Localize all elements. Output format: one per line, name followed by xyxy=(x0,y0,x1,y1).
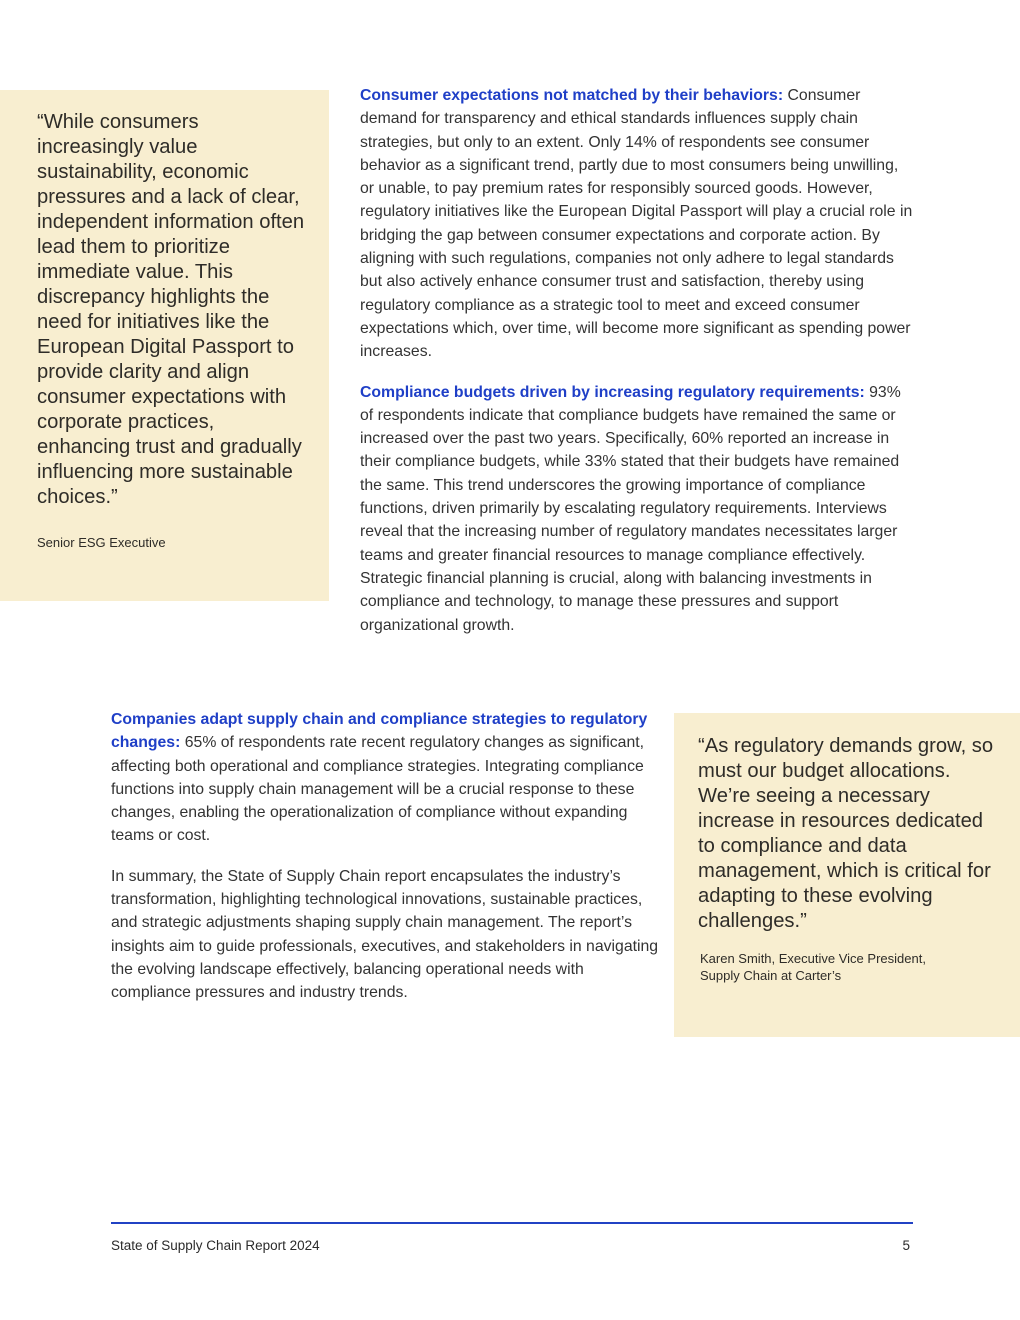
pull-quote-right xyxy=(674,713,1020,1037)
body-column-right xyxy=(360,84,915,654)
pull-quote-right-attribution-line2: Supply Chain at Carter’s xyxy=(700,968,842,983)
paragraph-companies-adapt xyxy=(111,708,659,848)
pull-quote-right-attribution xyxy=(698,950,1002,984)
heading-compliance-budgets: Compliance budgets driven by increasing regulatory requirements: xyxy=(360,383,865,401)
body-compliance-budgets: 93% of respondents indicate that compliance budgets have remained the same or increased over the past two years. Specifically, 60% reported an increase in their compliance budgets, while 33% stated that their budgets have remained the same. This trend underscores the growing importance of compliance functions, driven primarily by escalating regulatory requirements. Interviews reveal that the increasing number of regulatory mandates necessitates larger teams and greater financial resources to manage compliance effectively. Strategic financial planning is crucial, along with balancing investments in compliance and technology, to manage these pressures and support organizational growth. xyxy=(360,383,901,634)
pull-quote-left-text: “While consumers increasingly value sustainability, economic pressures and a lack of clear, independent information often lead them to prioritize immediate value. This discrepancy highlights the need for initiatives like the European Digital Passport to provide clarity and align consumer expectations with corporate practices, enhancing trust and gradually influencing more sustainable choices.” xyxy=(37,111,305,508)
footer-report-title: State of Supply Chain Report 2024 xyxy=(111,1238,320,1253)
body-companies-adapt: 65% of respondents rate recent regulatory changes as significant, affecting both operational and compliance strategies. Integrating compliance functions into supply chain management will be a crucial response to these changes, enabling the operationalization of compliance without expanding teams or cost. xyxy=(111,734,645,845)
pull-quote-right-attribution-line1: Karen Smith, Executive Vice President, xyxy=(700,951,926,966)
body-consumer-expectations: Consumer demand for transparency and ethical standards influences supply chain strategies, but only to an extent. Only 14% of respondents see consumer behavior as a significant trend, partly due to most consumers being unwilling, or unable, to pay premium rates for responsibly sourced goods. However, regulatory initiatives like the European Digital Passport will play a crucial role in bridging the gap between consumer expectations and corporate action. By aligning with such regulations, companies not only adhere to legal standards but also actively enhance consumer trust and satisfaction, thereby using regulatory compliance as a strategic tool to meet and exceed consumer expectations which, over time, will become more significant as spending power increases. xyxy=(360,87,913,361)
pull-quote-right-text: “As regulatory demands grow, so must our budget allocations. We’re seeing a necessary increase in resources dedicated to compliance and data management, which is critical for adapting to these evolving challenges.” xyxy=(698,735,994,932)
paragraph-consumer-expectations xyxy=(360,84,915,364)
paragraph-compliance-budgets xyxy=(360,381,915,637)
footer-page-number: 5 xyxy=(902,1238,910,1253)
heading-companies-adapt: Companies adapt supply chain and compliance strategies to regulatory changes: xyxy=(111,711,648,752)
pull-quote-left-attribution: Senior ESG Executive xyxy=(37,535,166,550)
body-column-bottom xyxy=(111,708,659,1022)
paragraph-summary: In summary, the State of Supply Chain report encapsulates the industry’s transformation, highlighting technological innovations, sustainable practices, and strategic adjustments shaping supply chain management. The report’s insights aim to guide professionals, executives, and stakeholders in navigating the evolving landscape effectively, balancing operational needs with compliance pressures and industry trends. xyxy=(111,867,659,1002)
footer-divider xyxy=(111,1222,913,1224)
heading-consumer-expectations: Consumer expectations not matched by their behaviors: xyxy=(360,87,784,104)
pull-quote-left xyxy=(0,90,329,601)
